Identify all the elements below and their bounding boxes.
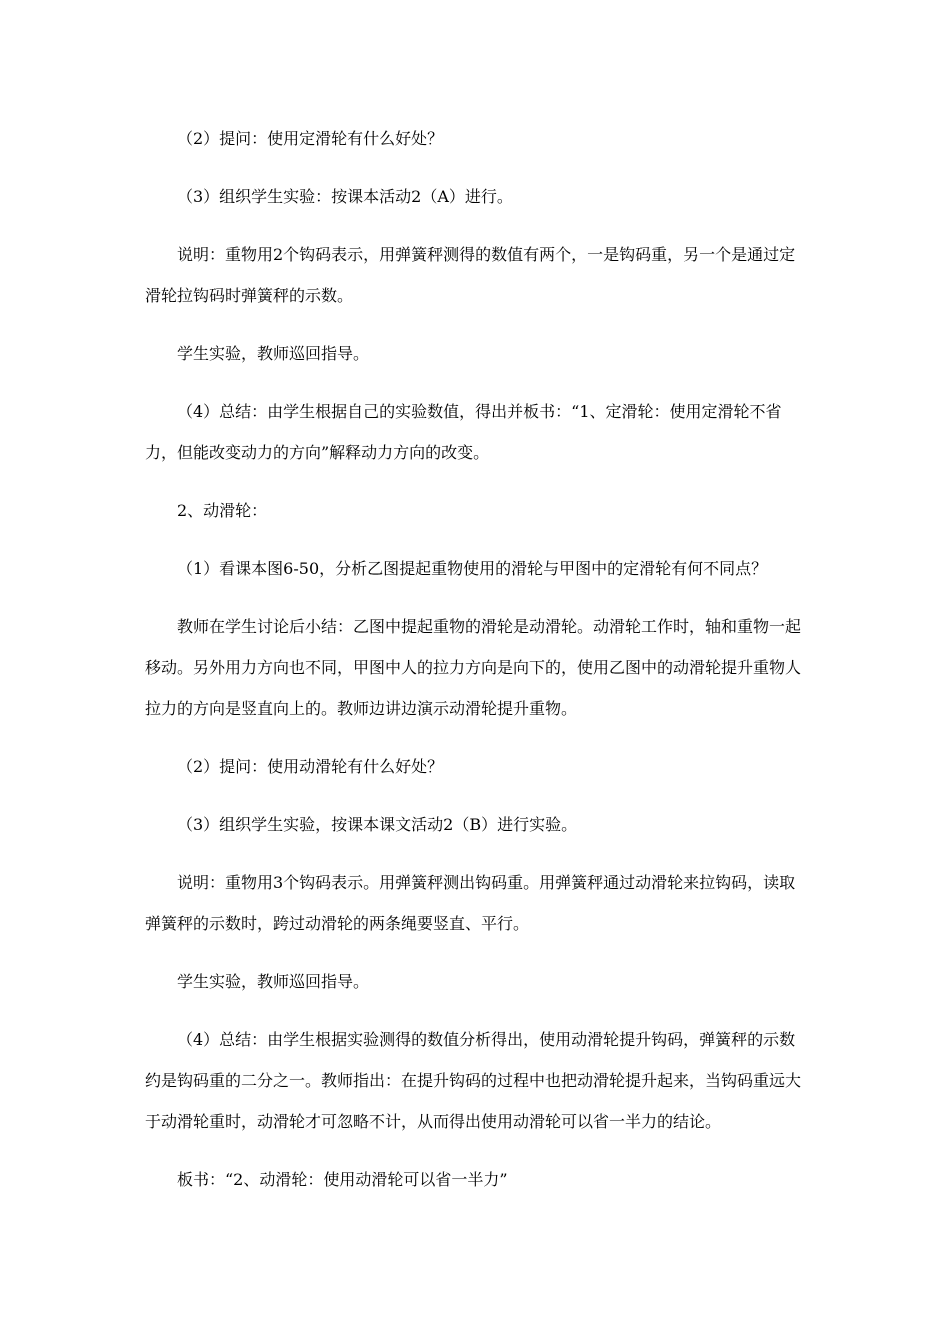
paragraph-summary-fixed-pulley: （4）总结：由学生根据自己的实验数值，得出并板书：“1、定滑轮：使用定滑轮不省力，但能改变动力的方向”解释动力方向的改变。 bbox=[145, 402, 782, 462]
paragraph-experiment-activity-2a: （3）组织学生实验：按课本活动2（A）进行。 bbox=[177, 187, 513, 206]
paragraph-experiment-activity-2b: （3）组织学生实验，按课本课文活动2（B）进行实验。 bbox=[177, 815, 578, 834]
paragraph-explanation-three-hooks: 说明：重物用3个钩码表示。用弹簧秤测出钩码重。用弹簧秤通过动滑轮来拉钩码，读取弹簧秤的示数时，跨过动滑轮的两条绳要竖直、平行。 bbox=[145, 873, 796, 933]
paragraph-blackboard-note: 板书：“2、动滑轮：使用动滑轮可以省一半力” bbox=[177, 1170, 508, 1189]
paragraph-question-fixed-pulley: （2）提问：使用定滑轮有什么好处？ bbox=[177, 129, 444, 148]
paragraph-student-experiment-2: 学生实验，教师巡回指导。 bbox=[177, 972, 370, 991]
paragraph-student-experiment-1: 学生实验，教师巡回指导。 bbox=[177, 344, 370, 363]
section-heading-movable-pulley: 2、动滑轮： bbox=[177, 501, 268, 520]
paragraph-teacher-summary: 教师在学生讨论后小结：乙图中提起重物的滑轮是动滑轮。动滑轮工作时，轴和重物一起移动。另外用力方向也不同，甲图中人的拉力方向是向下的，使用乙图中的动滑轮提升重物人拉力的方向是竖直向上的。教师边讲边演示动滑轮提升重物。 bbox=[145, 617, 802, 718]
paragraph-explanation-two-hooks: 说明：重物用2个钩码表示，用弹簧秤测得的数值有两个，一是钩码重，另一个是通过定滑轮拉钩码时弹簧秤的示数。 bbox=[145, 245, 796, 305]
paragraph-question-movable-pulley: （2）提问：使用动滑轮有什么好处？ bbox=[177, 757, 444, 776]
document-body bbox=[145, 118, 810, 1200]
paragraph-figure-6-50-question: （1）看课本图6-50，分析乙图提起重物使用的滑轮与甲图中的定滑轮有何不同点？ bbox=[177, 559, 768, 578]
paragraph-summary-movable-pulley: （4）总结：由学生根据实验测得的数值分析得出，使用动滑轮提升钩码，弹簧秤的示数约是钩码重的二分之一。教师指出：在提升钩码的过程中也把动滑轮提升起来，当钩码重远大于动滑轮重时，动滑轮才可忽略不计，从而得出使用动滑轮可以省一半力的结论。 bbox=[145, 1030, 802, 1131]
